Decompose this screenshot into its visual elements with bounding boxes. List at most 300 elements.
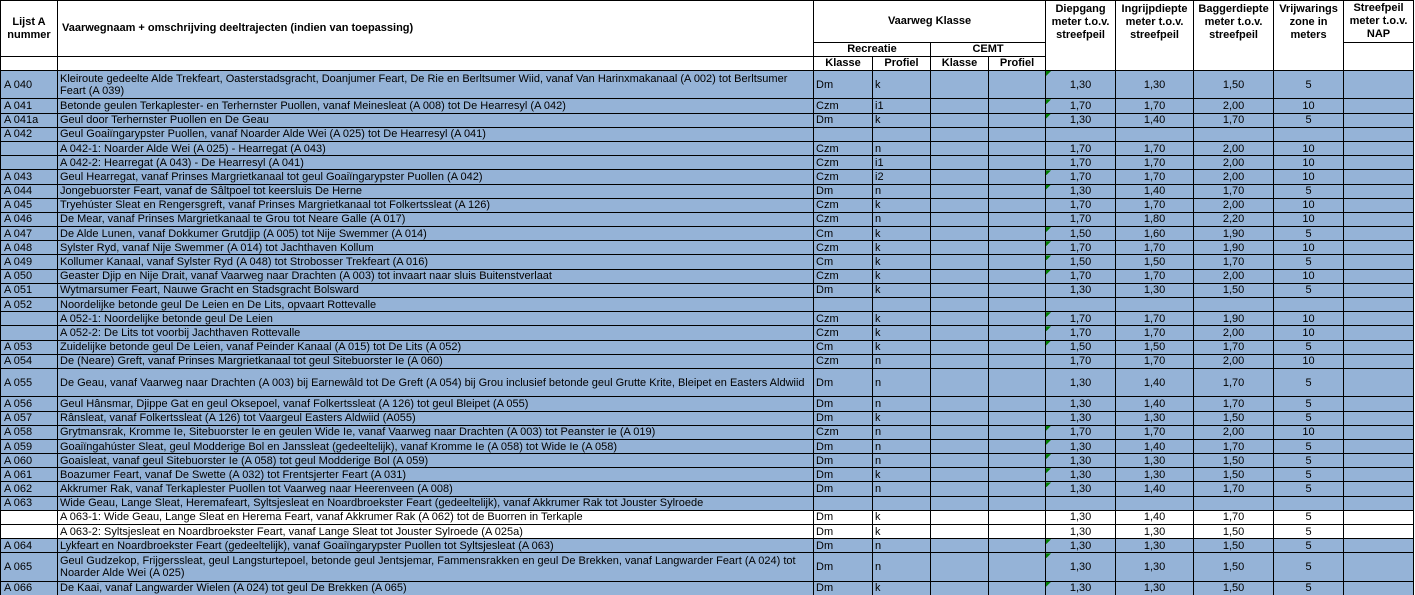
cell-vaarwegnaam[interactable]: A 052-2: De Lits tot voorbij Jachthaven Rottevalle	[58, 326, 814, 340]
cell-recreatie-profiel[interactable]: k	[873, 113, 931, 127]
cell-vaarwegnaam[interactable]: Goaiïngahúster Sleat, geul Modderige Bol en Janssleat (gedeeltelijk), vanaf Kromme Ie (A 058) tot Wide Ie (A 058)	[58, 439, 814, 453]
cell-lijst-a-nummer[interactable]: A 066	[1, 581, 58, 595]
cell-vaarwegnaam[interactable]: Lykfeart en Noardbroekster Feart (gedeeltelijk), vanaf Goaiïngarypster Puollen tot Syltsjesleat (A 063)	[58, 539, 814, 553]
cell-ingrijpdiepte[interactable]: 1,30	[1116, 581, 1194, 595]
cell-diepgang[interactable]	[1046, 298, 1116, 312]
cell-lijst-a-nummer[interactable]	[1, 312, 58, 326]
cell-cemt-profiel[interactable]	[989, 525, 1046, 539]
cell-ingrijpdiepte[interactable]: 1,40	[1116, 397, 1194, 411]
cell-vrijwaringszone[interactable]: 5	[1274, 397, 1344, 411]
cell-vrijwaringszone[interactable]: 5	[1274, 553, 1344, 581]
cell-vrijwaringszone[interactable]: 10	[1274, 170, 1344, 184]
cell-lijst-a-nummer[interactable]: A 043	[1, 170, 58, 184]
cell-recreatie-klasse[interactable]	[814, 127, 873, 141]
cell-vrijwaringszone[interactable]: 5	[1274, 255, 1344, 269]
cell-vrijwaringszone[interactable]	[1274, 298, 1344, 312]
cell-baggerdiepte[interactable]: 1,70	[1194, 368, 1274, 396]
cell-ingrijpdiepte[interactable]: 1,50	[1116, 340, 1194, 354]
cell-cemt-profiel[interactable]	[989, 581, 1046, 595]
cell-baggerdiepte[interactable]: 1,50	[1194, 581, 1274, 595]
cell-cemt-klasse[interactable]	[931, 482, 989, 496]
cell-lijst-a-nummer[interactable]: A 060	[1, 454, 58, 468]
cell-streefpeil[interactable]	[1344, 510, 1414, 524]
cell-ingrijpdiepte[interactable]: 1,30	[1116, 468, 1194, 482]
cell-streefpeil[interactable]	[1344, 212, 1414, 226]
cell-ingrijpdiepte[interactable]: 1,70	[1116, 99, 1194, 113]
cell-recreatie-profiel[interactable]	[873, 298, 931, 312]
cell-recreatie-klasse[interactable]: Czm	[814, 212, 873, 226]
cell-cemt-klasse[interactable]	[931, 312, 989, 326]
cell-vrijwaringszone[interactable]	[1274, 127, 1344, 141]
cell-cemt-profiel[interactable]	[989, 439, 1046, 453]
cell-vrijwaringszone[interactable]: 5	[1274, 468, 1344, 482]
cell-diepgang[interactable]: 1,30	[1046, 113, 1116, 127]
cell-ingrijpdiepte[interactable]: 1,50	[1116, 255, 1194, 269]
cell-recreatie-klasse[interactable]: Dm	[814, 539, 873, 553]
cell-lijst-a-nummer[interactable]: A 041	[1, 99, 58, 113]
cell-recreatie-profiel[interactable]: k	[873, 241, 931, 255]
header-vrijwarings-zone[interactable]: Vrijwarings zone in meters	[1274, 1, 1344, 71]
cell-lijst-a-nummer[interactable]: A 055	[1, 368, 58, 396]
cell-ingrijpdiepte[interactable]	[1116, 298, 1194, 312]
cell-diepgang[interactable]: 1,30	[1046, 482, 1116, 496]
cell-diepgang[interactable]: 1,50	[1046, 255, 1116, 269]
cell-recreatie-profiel[interactable]: k	[873, 510, 931, 524]
cell-cemt-klasse[interactable]	[931, 326, 989, 340]
cell-recreatie-klasse[interactable]: Cm	[814, 340, 873, 354]
cell-vaarwegnaam[interactable]: De Alde Lunen, vanaf Dokkumer Grutdjip (A 005) tot Nije Swemmer (A 014)	[58, 227, 814, 241]
cell-recreatie-klasse[interactable]: Cm	[814, 227, 873, 241]
cell-vrijwaringszone[interactable]: 10	[1274, 156, 1344, 170]
cell-baggerdiepte[interactable]: 1,50	[1194, 283, 1274, 297]
cell-baggerdiepte[interactable]: 2,00	[1194, 198, 1274, 212]
cell-diepgang[interactable]: 1,30	[1046, 468, 1116, 482]
cell-lijst-a-nummer[interactable]: A 045	[1, 198, 58, 212]
cell-recreatie-profiel[interactable]: n	[873, 425, 931, 439]
cell-ingrijpdiepte[interactable]: 1,70	[1116, 198, 1194, 212]
cell-recreatie-profiel[interactable]: k	[873, 283, 931, 297]
cell-recreatie-profiel[interactable]: n	[873, 439, 931, 453]
cell-ingrijpdiepte[interactable]: 1,40	[1116, 482, 1194, 496]
cell-vrijwaringszone[interactable]: 10	[1274, 212, 1344, 226]
cell-cemt-klasse[interactable]	[931, 298, 989, 312]
cell-vaarwegnaam[interactable]: De (Neare) Greft, vanaf Prinses Margrietkanaal tot geul Sitebuorster Ie (A 060)	[58, 354, 814, 368]
cell-streefpeil[interactable]	[1344, 340, 1414, 354]
cell-vaarwegnaam[interactable]: Kleiroute gedeelte Alde Trekfeart, Oasterstadsgracht, Doanjumer Feart, De Rie en Berltsumer Wiid, vanaf Van Harinxmakanaal (A 002) tot Berltsumer Feart (A 039)	[58, 71, 814, 99]
cell-vrijwaringszone[interactable]: 5	[1274, 439, 1344, 453]
cell-streefpeil[interactable]	[1344, 99, 1414, 113]
cell-ingrijpdiepte[interactable]: 1,40	[1116, 184, 1194, 198]
cell-cemt-klasse[interactable]	[931, 227, 989, 241]
cell-streefpeil[interactable]	[1344, 127, 1414, 141]
cell-baggerdiepte[interactable]: 1,90	[1194, 241, 1274, 255]
cell-cemt-klasse[interactable]	[931, 255, 989, 269]
cell-baggerdiepte[interactable]: 1,50	[1194, 411, 1274, 425]
cell-lijst-a-nummer[interactable]	[1, 510, 58, 524]
cell-streefpeil[interactable]	[1344, 326, 1414, 340]
header-recreatie-klasse[interactable]: Klasse	[814, 57, 873, 71]
cell-cemt-profiel[interactable]	[989, 184, 1046, 198]
cell-cemt-klasse[interactable]	[931, 411, 989, 425]
cell-streefpeil[interactable]	[1344, 425, 1414, 439]
cell-streefpeil[interactable]	[1344, 184, 1414, 198]
cell-streefpeil[interactable]	[1344, 298, 1414, 312]
cell-recreatie-profiel[interactable]: n	[873, 368, 931, 396]
cell-cemt-profiel[interactable]	[989, 298, 1046, 312]
cell-ingrijpdiepte[interactable]: 1,30	[1116, 454, 1194, 468]
header-ingrijpdiepte[interactable]: Ingrijpdiepte meter t.o.v. streefpeil	[1116, 1, 1194, 71]
cell-recreatie-profiel[interactable]	[873, 127, 931, 141]
cell-diepgang[interactable]: 1,70	[1046, 198, 1116, 212]
cell-recreatie-profiel[interactable]: k	[873, 227, 931, 241]
cell-ingrijpdiepte[interactable]: 1,30	[1116, 539, 1194, 553]
cell-recreatie-klasse[interactable]: Dm	[814, 411, 873, 425]
cell-recreatie-klasse[interactable]: Dm	[814, 581, 873, 595]
cell-lijst-a-nummer[interactable]: A 050	[1, 269, 58, 283]
cell-baggerdiepte[interactable]: 1,70	[1194, 510, 1274, 524]
cell-recreatie-klasse[interactable]: Czm	[814, 354, 873, 368]
cell-baggerdiepte[interactable]: 2,00	[1194, 354, 1274, 368]
cell-ingrijpdiepte[interactable]: 1,70	[1116, 312, 1194, 326]
cell-cemt-profiel[interactable]	[989, 99, 1046, 113]
cell-baggerdiepte[interactable]: 1,70	[1194, 439, 1274, 453]
cell-diepgang[interactable]: 1,30	[1046, 283, 1116, 297]
cell-lijst-a-nummer[interactable]: A 047	[1, 227, 58, 241]
cell-lijst-a-nummer[interactable]: A 061	[1, 468, 58, 482]
cell-recreatie-klasse[interactable]: Czm	[814, 269, 873, 283]
cell-cemt-klasse[interactable]	[931, 156, 989, 170]
cell-cemt-klasse[interactable]	[931, 170, 989, 184]
cell-streefpeil[interactable]	[1344, 482, 1414, 496]
cell-vrijwaringszone[interactable]: 5	[1274, 525, 1344, 539]
cell-streefpeil[interactable]	[1344, 525, 1414, 539]
cell-cemt-profiel[interactable]	[989, 354, 1046, 368]
cell-ingrijpdiepte[interactable]: 1,40	[1116, 368, 1194, 396]
cell-recreatie-klasse[interactable]: Cm	[814, 255, 873, 269]
cell-vaarwegnaam[interactable]: Wytmarsumer Feart, Nauwe Gracht en Stadsgracht Bolsward	[58, 283, 814, 297]
cell-cemt-profiel[interactable]	[989, 227, 1046, 241]
cell-cemt-profiel[interactable]	[989, 553, 1046, 581]
cell-ingrijpdiepte[interactable]: 1,70	[1116, 425, 1194, 439]
cell-recreatie-klasse[interactable]: Dm	[814, 368, 873, 396]
cell-vrijwaringszone[interactable]: 10	[1274, 141, 1344, 155]
cell-vaarwegnaam[interactable]: De Mear, vanaf Prinses Margrietkanaal te Grou tot Neare Galle (A 017)	[58, 212, 814, 226]
cell-lijst-a-nummer[interactable]: A 051	[1, 283, 58, 297]
cell-baggerdiepte[interactable]	[1194, 496, 1274, 510]
cell-ingrijpdiepte[interactable]: 1,70	[1116, 269, 1194, 283]
cell-recreatie-klasse[interactable]: Dm	[814, 283, 873, 297]
cell-recreatie-profiel[interactable]: n	[873, 482, 931, 496]
cell-vrijwaringszone[interactable]: 10	[1274, 354, 1344, 368]
cell-diepgang[interactable]: 1,30	[1046, 368, 1116, 396]
cell-diepgang[interactable]: 1,30	[1046, 411, 1116, 425]
cell-diepgang[interactable]: 1,70	[1046, 141, 1116, 155]
cell-diepgang[interactable]: 1,30	[1046, 525, 1116, 539]
cell-streefpeil[interactable]	[1344, 198, 1414, 212]
cell-cemt-klasse[interactable]	[931, 184, 989, 198]
cell-streefpeil[interactable]	[1344, 411, 1414, 425]
cell-baggerdiepte[interactable]: 1,50	[1194, 468, 1274, 482]
cell-baggerdiepte[interactable]: 2,00	[1194, 141, 1274, 155]
cell-baggerdiepte[interactable]: 2,00	[1194, 269, 1274, 283]
cell-vaarwegnaam[interactable]: Geaster Djip en Nije Drait, vanaf Vaarweg naar Drachten (A 003) tot invaart naar sluis Buitenstverlaat	[58, 269, 814, 283]
cell-cemt-profiel[interactable]	[989, 212, 1046, 226]
header-baggerdiepte[interactable]: Baggerdiepte meter t.o.v. streefpeil	[1194, 1, 1274, 71]
cell-lijst-a-nummer[interactable]	[1, 156, 58, 170]
cell-cemt-klasse[interactable]	[931, 425, 989, 439]
cell-baggerdiepte[interactable]: 1,70	[1194, 340, 1274, 354]
cell-diepgang[interactable]: 1,70	[1046, 170, 1116, 184]
cell-baggerdiepte[interactable]: 1,50	[1194, 454, 1274, 468]
cell-vrijwaringszone[interactable]: 10	[1274, 198, 1344, 212]
cell-recreatie-profiel[interactable]: n	[873, 141, 931, 155]
cell-diepgang[interactable]	[1046, 127, 1116, 141]
cell-streefpeil[interactable]	[1344, 113, 1414, 127]
cell-recreatie-klasse[interactable]: Dm	[814, 525, 873, 539]
cell-cemt-profiel[interactable]	[989, 539, 1046, 553]
cell-ingrijpdiepte[interactable]: 1,30	[1116, 283, 1194, 297]
cell-ingrijpdiepte[interactable]: 1,30	[1116, 553, 1194, 581]
cell-vrijwaringszone[interactable]: 10	[1274, 99, 1344, 113]
cell-ingrijpdiepte[interactable]: 1,30	[1116, 525, 1194, 539]
cell-diepgang[interactable]: 1,30	[1046, 510, 1116, 524]
header-streefpeil[interactable]: Streefpeil meter t.o.v. NAP	[1344, 1, 1414, 43]
cell-cemt-profiel[interactable]	[989, 468, 1046, 482]
cell-baggerdiepte[interactable]	[1194, 298, 1274, 312]
cell-recreatie-klasse[interactable]: Czm	[814, 312, 873, 326]
cell-recreatie-klasse[interactable]: Dm	[814, 184, 873, 198]
cell-cemt-klasse[interactable]	[931, 127, 989, 141]
cell-cemt-profiel[interactable]	[989, 397, 1046, 411]
cell-streefpeil[interactable]	[1344, 156, 1414, 170]
cell-ingrijpdiepte[interactable]: 1,40	[1116, 113, 1194, 127]
cell-recreatie-profiel[interactable]: n	[873, 539, 931, 553]
cell-lijst-a-nummer[interactable]: A 052	[1, 298, 58, 312]
cell-recreatie-klasse[interactable]: Dm	[814, 510, 873, 524]
cell-vaarwegnaam[interactable]: Rânsleat, vanaf Folkertssleat (A 126) tot Vaargeul Easters Aldwiid (A055)	[58, 411, 814, 425]
cell-ingrijpdiepte[interactable]: 1,70	[1116, 156, 1194, 170]
cell-vaarwegnaam[interactable]: Akkrumer Rak, vanaf Terkaplester Puollen tot Vaarweg naar Heerenveen (A 008)	[58, 482, 814, 496]
cell-cemt-profiel[interactable]	[989, 368, 1046, 396]
cell-ingrijpdiepte[interactable]: 1,60	[1116, 227, 1194, 241]
header-vaarwegnaam[interactable]: Vaarwegnaam + omschrijving deeltrajecten (indien van toepassing)	[58, 1, 814, 57]
cell-cemt-profiel[interactable]	[989, 156, 1046, 170]
cell-lijst-a-nummer[interactable]: A 048	[1, 241, 58, 255]
cell-vrijwaringszone[interactable]: 5	[1274, 510, 1344, 524]
cell-lijst-a-nummer[interactable]: A 049	[1, 255, 58, 269]
cell-cemt-profiel[interactable]	[989, 113, 1046, 127]
cell-diepgang[interactable]: 1,70	[1046, 99, 1116, 113]
cell-streefpeil[interactable]	[1344, 170, 1414, 184]
cell-lijst-a-nummer[interactable]: A 057	[1, 411, 58, 425]
cell-vrijwaringszone[interactable]: 5	[1274, 411, 1344, 425]
cell-vaarwegnaam[interactable]: Geul door Terhernster Puollen en De Geau	[58, 113, 814, 127]
cell-recreatie-profiel[interactable]: k	[873, 525, 931, 539]
cell-vaarwegnaam[interactable]: A 052-1: Noordelijke betonde geul De Leien	[58, 312, 814, 326]
cell-recreatie-profiel[interactable]: k	[873, 340, 931, 354]
cell-vaarwegnaam[interactable]: A 063-1: Wide Geau, Lange Sleat en Herema Feart, vanaf Akkrumer Rak (A 062) tot de Buorren in Terkaple	[58, 510, 814, 524]
cell-cemt-profiel[interactable]	[989, 312, 1046, 326]
cell-streefpeil[interactable]	[1344, 496, 1414, 510]
cell-diepgang[interactable]: 1,70	[1046, 212, 1116, 226]
header-cemt[interactable]: CEMT	[931, 43, 1046, 57]
cell-vrijwaringszone[interactable]: 5	[1274, 71, 1344, 99]
cell-recreatie-profiel[interactable]: k	[873, 269, 931, 283]
cell-cemt-profiel[interactable]	[989, 454, 1046, 468]
header-lijst-a-nummer[interactable]: Lijst A nummer	[1, 1, 58, 57]
cell-recreatie-profiel[interactable]: k	[873, 312, 931, 326]
cell-cemt-profiel[interactable]	[989, 241, 1046, 255]
cell-lijst-a-nummer[interactable]: A 041a	[1, 113, 58, 127]
cell-lijst-a-nummer[interactable]: A 056	[1, 397, 58, 411]
cell-lijst-a-nummer[interactable]: A 042	[1, 127, 58, 141]
cell-recreatie-klasse[interactable]: Dm	[814, 113, 873, 127]
cell-cemt-klasse[interactable]	[931, 198, 989, 212]
cell-vaarwegnaam[interactable]: A 063-2: Syltsjesleat en Noardbroekster Feart, vanaf Lange Sleat tot Jouster Sylroede (A 025a)	[58, 525, 814, 539]
cell-streefpeil[interactable]	[1344, 454, 1414, 468]
cell-recreatie-profiel[interactable]: n	[873, 354, 931, 368]
cell-cemt-profiel[interactable]	[989, 326, 1046, 340]
cell-vaarwegnaam[interactable]: Geul Hânsmar, Djippe Gat en geul Oksepoel, vanaf Folkertssleat (A 126) tot geul Bleipet (A 055)	[58, 397, 814, 411]
cell-recreatie-profiel[interactable]: k	[873, 468, 931, 482]
cell-baggerdiepte[interactable]: 1,70	[1194, 397, 1274, 411]
cell-cemt-klasse[interactable]	[931, 241, 989, 255]
cell-recreatie-profiel[interactable]	[873, 496, 931, 510]
cell-diepgang[interactable]: 1,30	[1046, 71, 1116, 99]
cell-diepgang[interactable]: 1,30	[1046, 581, 1116, 595]
cell-cemt-profiel[interactable]	[989, 71, 1046, 99]
cell-lijst-a-nummer[interactable]: A 062	[1, 482, 58, 496]
cell-vaarwegnaam[interactable]: Kollumer Kanaal, vanaf Sylster Ryd (A 048) tot Strobosser Trekfeart (A 016)	[58, 255, 814, 269]
cell-cemt-klasse[interactable]	[931, 439, 989, 453]
cell-recreatie-klasse[interactable]: Czm	[814, 99, 873, 113]
cell-vaarwegnaam[interactable]: Boazumer Feart, vanaf De Swette (A 032) tot Frentsjerter Feart (A 031)	[58, 468, 814, 482]
cell-diepgang[interactable]: 1,50	[1046, 227, 1116, 241]
cell-vaarwegnaam[interactable]: De Geau, vanaf Vaarweg naar Drachten (A 003) bij Earnewâld tot De Greft (A 054) bij Grou inclusief betonde geul Grutte Krite, Bleipet en Easters Aldwiid	[58, 368, 814, 396]
cell-streefpeil[interactable]	[1344, 368, 1414, 396]
cell-recreatie-profiel[interactable]: i1	[873, 156, 931, 170]
cell-vrijwaringszone[interactable]	[1274, 496, 1344, 510]
cell-cemt-klasse[interactable]	[931, 71, 989, 99]
cell-lijst-a-nummer[interactable]	[1, 525, 58, 539]
cell-cemt-klasse[interactable]	[931, 454, 989, 468]
header-cemt-profiel[interactable]: Profiel	[989, 57, 1046, 71]
cell-baggerdiepte[interactable]: 1,70	[1194, 113, 1274, 127]
cell-vrijwaringszone[interactable]: 5	[1274, 227, 1344, 241]
cell-recreatie-profiel[interactable]: k	[873, 198, 931, 212]
cell-vrijwaringszone[interactable]: 5	[1274, 482, 1344, 496]
cell-ingrijpdiepte[interactable]: 1,30	[1116, 411, 1194, 425]
cell-ingrijpdiepte[interactable]	[1116, 496, 1194, 510]
cell-cemt-klasse[interactable]	[931, 212, 989, 226]
header-empty-cell-vaarwegnaam[interactable]	[58, 57, 814, 71]
cell-vrijwaringszone[interactable]: 10	[1274, 312, 1344, 326]
cell-baggerdiepte[interactable]: 2,00	[1194, 170, 1274, 184]
cell-diepgang[interactable]: 1,30	[1046, 454, 1116, 468]
cell-streefpeil[interactable]	[1344, 312, 1414, 326]
cell-lijst-a-nummer[interactable]: A 040	[1, 71, 58, 99]
cell-vaarwegnaam[interactable]: Goaisleat, vanaf geul Sitebuorster Ie (A 058) tot geul Modderige Bol (A 059)	[58, 454, 814, 468]
cell-recreatie-profiel[interactable]: i1	[873, 99, 931, 113]
cell-diepgang[interactable]	[1046, 496, 1116, 510]
cell-diepgang[interactable]: 1,30	[1046, 439, 1116, 453]
cell-recreatie-profiel[interactable]: n	[873, 184, 931, 198]
cell-diepgang[interactable]: 1,70	[1046, 156, 1116, 170]
cell-ingrijpdiepte[interactable]: 1,70	[1116, 354, 1194, 368]
cell-recreatie-klasse[interactable]: Dm	[814, 468, 873, 482]
cell-cemt-klasse[interactable]	[931, 368, 989, 396]
cell-diepgang[interactable]: 1,70	[1046, 312, 1116, 326]
cell-recreatie-klasse[interactable]: Dm	[814, 71, 873, 99]
cell-diepgang[interactable]: 1,30	[1046, 397, 1116, 411]
cell-cemt-profiel[interactable]	[989, 198, 1046, 212]
cell-ingrijpdiepte[interactable]: 1,70	[1116, 241, 1194, 255]
cell-cemt-klasse[interactable]	[931, 354, 989, 368]
cell-cemt-profiel[interactable]	[989, 411, 1046, 425]
cell-recreatie-klasse[interactable]: Dm	[814, 454, 873, 468]
header-vaarweg-klasse[interactable]: Vaarweg Klasse	[814, 1, 1046, 43]
cell-vrijwaringszone[interactable]: 5	[1274, 340, 1344, 354]
cell-recreatie-klasse[interactable]: Czm	[814, 425, 873, 439]
cell-recreatie-profiel[interactable]: k	[873, 71, 931, 99]
cell-lijst-a-nummer[interactable]: A 064	[1, 539, 58, 553]
cell-recreatie-klasse[interactable]: Czm	[814, 198, 873, 212]
cell-vaarwegnaam[interactable]: A 042-1: Noarder Alde Wei (A 025) - Hearregat (A 043)	[58, 141, 814, 155]
header-cemt-klasse[interactable]: Klasse	[931, 57, 989, 71]
cell-lijst-a-nummer[interactable]: A 044	[1, 184, 58, 198]
cell-lijst-a-nummer[interactable]: A 054	[1, 354, 58, 368]
cell-vrijwaringszone[interactable]: 10	[1274, 269, 1344, 283]
cell-cemt-profiel[interactable]	[989, 510, 1046, 524]
cell-diepgang[interactable]: 1,30	[1046, 539, 1116, 553]
cell-ingrijpdiepte[interactable]: 1,80	[1116, 212, 1194, 226]
cell-vrijwaringszone[interactable]: 5	[1274, 113, 1344, 127]
cell-vrijwaringszone[interactable]: 10	[1274, 241, 1344, 255]
cell-lijst-a-nummer[interactable]: A 065	[1, 553, 58, 581]
cell-baggerdiepte[interactable]: 2,00	[1194, 326, 1274, 340]
cell-vaarwegnaam[interactable]: Betonde geulen Terkaplester- en Terhernster Puollen, vanaf Meinesleat (A 008) tot De Hearresyl (A 042)	[58, 99, 814, 113]
cell-streefpeil[interactable]	[1344, 141, 1414, 155]
cell-vaarwegnaam[interactable]: Zuidelijke betonde geul De Leien, vanaf Peinder Kanaal (A 015) tot De Lits (A 052)	[58, 340, 814, 354]
cell-cemt-klasse[interactable]	[931, 113, 989, 127]
cell-streefpeil[interactable]	[1344, 539, 1414, 553]
cell-recreatie-klasse[interactable]: Czm	[814, 326, 873, 340]
cell-streefpeil[interactable]	[1344, 581, 1414, 595]
cell-cemt-klasse[interactable]	[931, 496, 989, 510]
cell-baggerdiepte[interactable]: 1,90	[1194, 227, 1274, 241]
cell-lijst-a-nummer[interactable]: A 046	[1, 212, 58, 226]
cell-lijst-a-nummer[interactable]	[1, 326, 58, 340]
cell-baggerdiepte[interactable]: 2,00	[1194, 156, 1274, 170]
cell-diepgang[interactable]: 1,70	[1046, 425, 1116, 439]
cell-diepgang[interactable]: 1,70	[1046, 269, 1116, 283]
cell-cemt-klasse[interactable]	[931, 283, 989, 297]
cell-streefpeil[interactable]	[1344, 397, 1414, 411]
cell-recreatie-profiel[interactable]: k	[873, 581, 931, 595]
cell-cemt-klasse[interactable]	[931, 525, 989, 539]
header-recreatie-profiel[interactable]: Profiel	[873, 57, 931, 71]
cell-cemt-klasse[interactable]	[931, 141, 989, 155]
cell-recreatie-profiel[interactable]: i2	[873, 170, 931, 184]
cell-streefpeil[interactable]	[1344, 283, 1414, 297]
cell-recreatie-klasse[interactable]	[814, 298, 873, 312]
cell-diepgang[interactable]: 1,70	[1046, 326, 1116, 340]
cell-diepgang[interactable]: 1,70	[1046, 241, 1116, 255]
cell-vrijwaringszone[interactable]: 5	[1274, 539, 1344, 553]
cell-cemt-klasse[interactable]	[931, 99, 989, 113]
cell-vrijwaringszone[interactable]: 10	[1274, 326, 1344, 340]
cell-diepgang[interactable]: 1,70	[1046, 354, 1116, 368]
